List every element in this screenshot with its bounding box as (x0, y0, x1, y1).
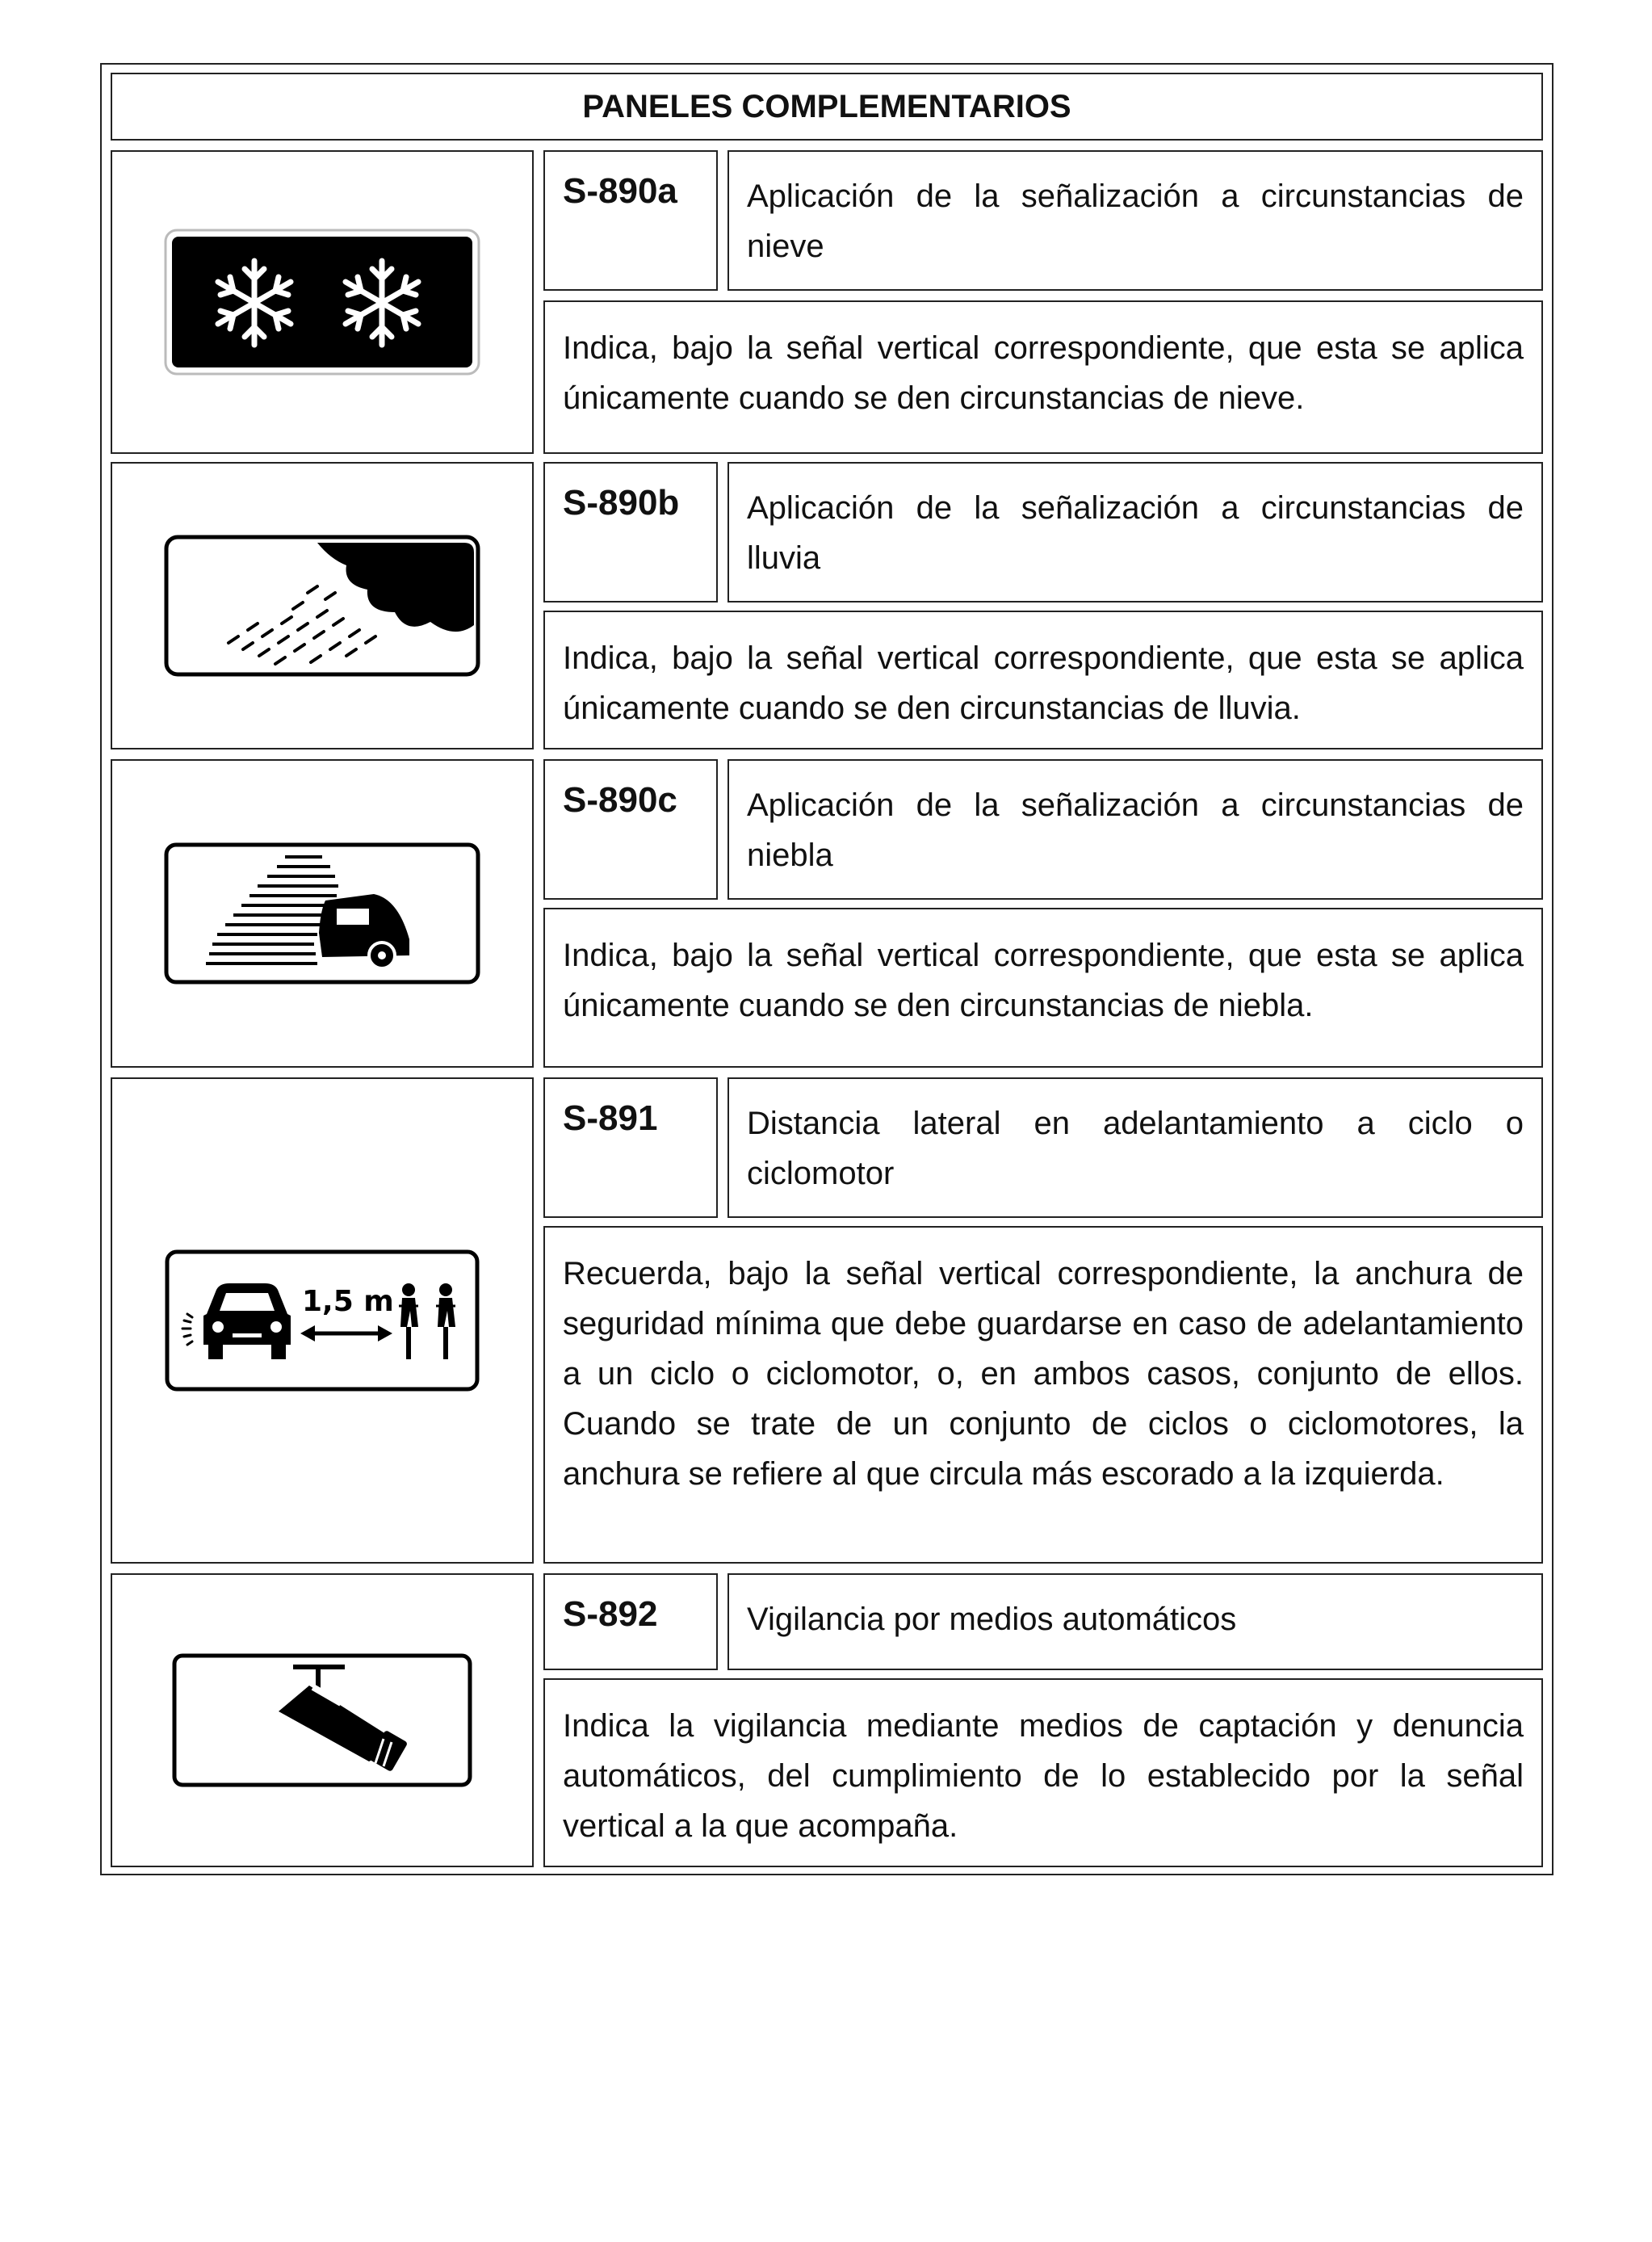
fog-car-icon (164, 842, 480, 985)
snowflakes-icon (164, 229, 480, 376)
table-title: PANELES COMPLEMENTARIOS (111, 73, 1543, 141)
sign-name: Aplicación de la señalización a circunstancias de nieve (727, 150, 1543, 291)
sign-image-cell (111, 462, 534, 749)
sign-image-cell (111, 1573, 534, 1867)
sign-image-cell (111, 759, 534, 1068)
sign-name: Distancia lateral en adelantamiento a ciclo o ciclomotor (727, 1077, 1543, 1218)
camera-icon (172, 1653, 472, 1787)
sign-description: Recuerda, bajo la señal vertical correspondiente, la anchura de seguridad mínima que debe guardarse en caso de adelantamiento a un ciclo o ciclomotor, o, en ambos casos, conjunto de ellos. Cuando se trate de un conjunto de ciclos o ciclomotores, la anchura se refiere al que circula más escorado a la izquierda. (543, 1226, 1543, 1564)
rain-cloud-icon (164, 535, 480, 677)
sign-description: Indica la vigilancia mediante medios de captación y denuncia automáticos, del cumplimiento de lo establecido por la señal vertical a la que acompaña. (543, 1678, 1543, 1867)
sign-code: S-890a (543, 150, 718, 291)
sign-description: Indica, bajo la señal vertical correspondiente, que esta se aplica únicamente cuando se den circunstancias de nieve. (543, 300, 1543, 454)
distance-label: 1,5 m (302, 1285, 394, 1318)
sign-code: S-891 (543, 1077, 718, 1218)
sign-code: S-892 (543, 1573, 718, 1670)
sign-image-cell (111, 1077, 534, 1564)
sign-code: S-890c (543, 759, 718, 900)
sign-description: Indica, bajo la señal vertical correspondiente, que esta se aplica únicamente cuando se den circunstancias de niebla. (543, 908, 1543, 1068)
car-cyclists-distance-icon (165, 1249, 480, 1392)
sign-code: S-890b (543, 462, 718, 602)
sign-description: Indica, bajo la señal vertical correspondiente, que esta se aplica únicamente cuando se den circunstancias de lluvia. (543, 611, 1543, 749)
sign-name: Vigilancia por medios automáticos (727, 1573, 1543, 1670)
sign-image-cell (111, 150, 534, 454)
sign-name: Aplicación de la señalización a circunstancias de niebla (727, 759, 1543, 900)
sign-name: Aplicación de la señalización a circunstancias de lluvia (727, 462, 1543, 602)
